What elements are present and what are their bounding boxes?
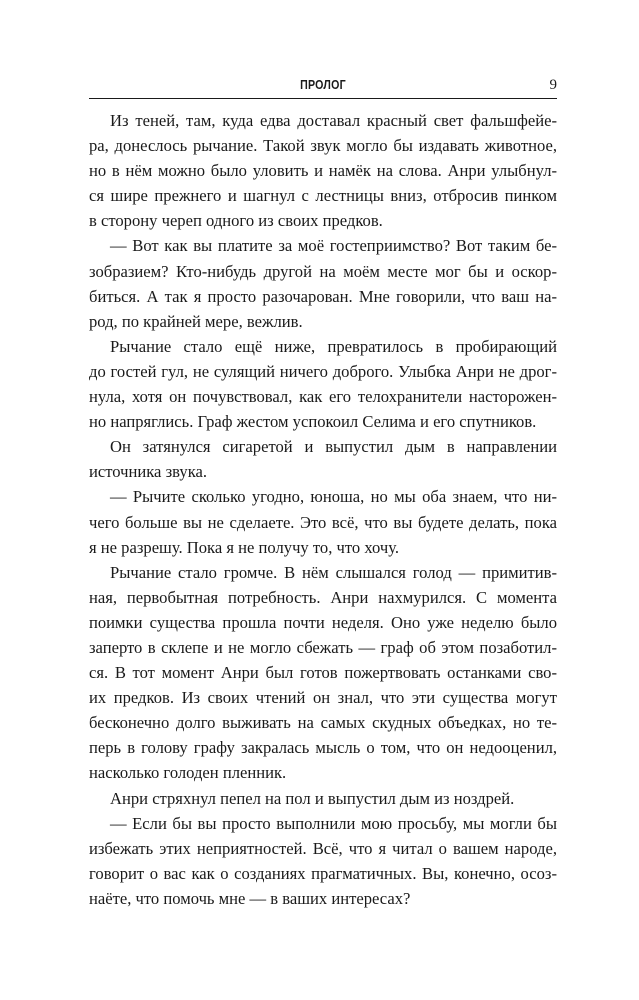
text-line: ра, донеслось рычание. Такой звук могло бы издавать животное, bbox=[89, 136, 557, 156]
text-line: ся. В тот момент Анри был готов пожертвовать останками сво- bbox=[89, 663, 557, 683]
text-line: насколько голоден пленник. bbox=[89, 763, 287, 783]
book-page bbox=[89, 76, 557, 911]
text-line: ная, первобытная потребность. Анри нахмурился. С момента bbox=[89, 587, 557, 607]
text-line: избежать этих неприятностей. Всё, что я читал о вашем народе, bbox=[89, 838, 557, 858]
text-line: источника звука. bbox=[89, 462, 208, 482]
text-line: — Если бы вы просто выполнили мою просьбу, мы могли бы bbox=[110, 813, 557, 833]
text-line: поимки существа прошла почти неделя. Оно уже неделю было bbox=[89, 612, 557, 632]
text-line: их предков. Из своих чтений он знал, что эти существа могут bbox=[89, 688, 557, 708]
body-text bbox=[89, 108, 557, 911]
text-line: ся шире прежнего и шагнул с лестницы вниз, отбросив пинком bbox=[89, 186, 557, 206]
text-line: говорит о вас как о созданиях прагматичных. Вы, конечно, осоз- bbox=[89, 863, 557, 883]
text-line: до гостей гул, не сулящий ничего доброго. Улыбка Анри не дрог- bbox=[89, 361, 557, 381]
text-line: чего больше вы не сделаете. Это всё, что вы будете делать, пока bbox=[89, 512, 557, 532]
text-line: наёте, что помочь мне — в ваших интересах? bbox=[89, 888, 411, 908]
text-line: но в нём можно было уловить и намёк на слова. Анри улыбнул- bbox=[89, 161, 557, 181]
text-line: но напряглись. Граф жестом успокоил Селима и его спутников. bbox=[89, 412, 537, 432]
text-line: род, по крайней мере, вежлив. bbox=[89, 311, 303, 331]
text-line: бесконечно долго выживать на самых скудных объедках, но те- bbox=[89, 713, 557, 733]
paragraph bbox=[89, 334, 557, 434]
text-line: Рычание стало ещё ниже, превратилось в пробирающий bbox=[110, 336, 557, 356]
paragraph bbox=[89, 484, 557, 559]
paragraph bbox=[89, 108, 557, 233]
text-line: Из теней, там, куда едва доставал красный свет фальшфейе- bbox=[110, 111, 557, 130]
text-line: зобразием? Кто-нибудь другой на моём месте мог бы и оскор- bbox=[89, 261, 557, 281]
text-line: нула, хотя он почувствовал, как его телохранители насторожен- bbox=[89, 387, 557, 407]
text-line: Рычание стало громче. В нём слышался голод — примитив- bbox=[110, 562, 557, 582]
text-line: Анри стряхнул пепел на пол и выпустил дым из ноздрей. bbox=[110, 788, 515, 808]
paragraph bbox=[89, 560, 557, 786]
text-line: биться. А так я просто разочарован. Мне говорили, что ваш на- bbox=[89, 286, 557, 306]
paragraph bbox=[89, 233, 557, 333]
text-line: заперто в склепе и не могло сбежать — граф об этом позаботил- bbox=[89, 637, 557, 657]
text-line: Он затянулся сигаретой и выпустил дым в направлении bbox=[110, 437, 557, 457]
paragraph bbox=[89, 811, 557, 911]
chapter-title: ПРОЛОГ bbox=[300, 78, 346, 92]
text-line: — Вот как вы платите за моё гостеприимство? Вот таким бе- bbox=[110, 236, 557, 256]
page-number: 9 bbox=[549, 77, 557, 93]
text-line: — Рычите сколько угодно, юноша, но мы оба знаем, что ни- bbox=[110, 487, 557, 507]
paragraph bbox=[89, 434, 557, 484]
text-line: перь в голову графу закралась мысль о том, что он недооценил, bbox=[89, 738, 557, 758]
text-line: в сторону череп одного из своих предков. bbox=[89, 211, 383, 231]
text-line: я не разрешу. Пока я не получу то, что хочу. bbox=[89, 537, 399, 557]
paragraph bbox=[89, 786, 557, 811]
running-head bbox=[89, 76, 557, 99]
